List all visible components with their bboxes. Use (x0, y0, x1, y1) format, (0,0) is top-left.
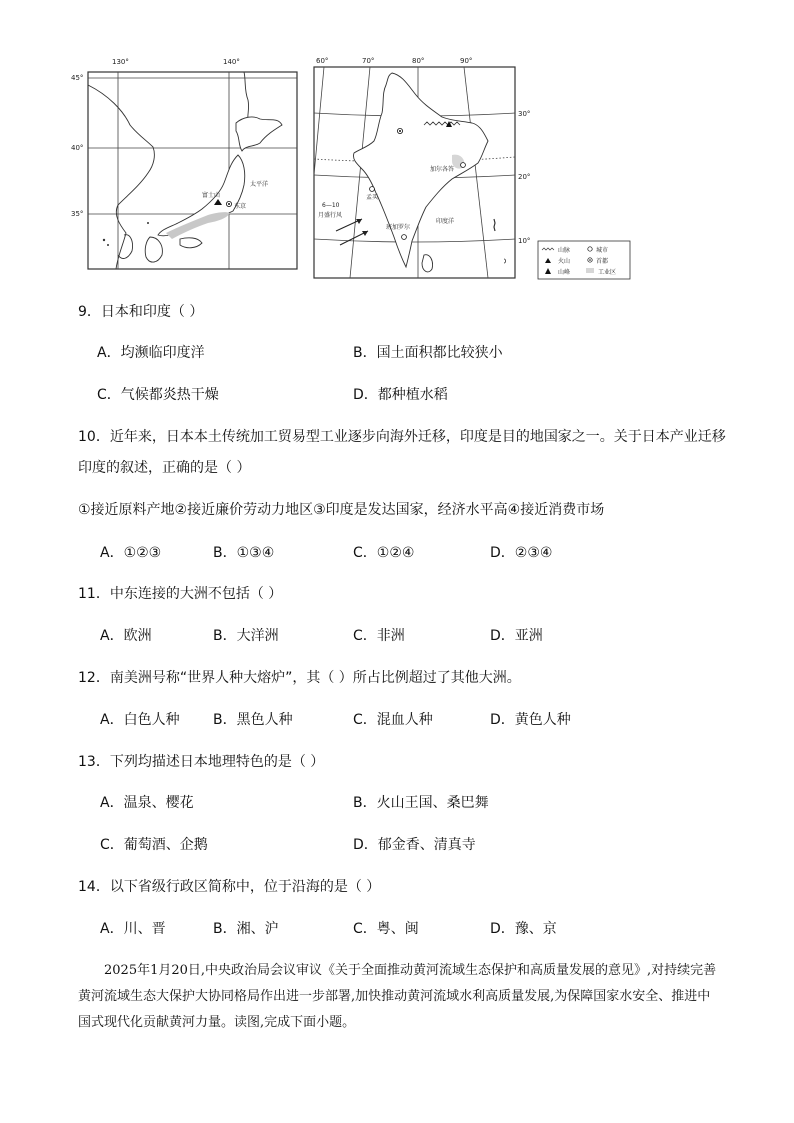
q14-option-a[interactable]: A．川、晋 (100, 921, 166, 937)
q11-option-a[interactable]: A．欧洲 (100, 628, 152, 644)
india-lon-70: 70° (362, 57, 375, 65)
q9-option-b[interactable]: B．国土面积都比较狭小 (353, 345, 503, 361)
japan-lon-130: 130° (112, 58, 129, 66)
city-icon (588, 247, 592, 251)
q13-option-c[interactable]: C．葡萄酒、企鹅 (100, 837, 208, 853)
legend-industrial: 工业区 (598, 269, 617, 276)
q14-option-d[interactable]: D．豫、京 (490, 921, 557, 937)
q13-option-b[interactable]: B．火山王国、桑巴舞 (353, 795, 489, 811)
q12-option-c[interactable]: C．混血人种 (353, 712, 433, 728)
india-lat-30: 30° (518, 110, 531, 118)
legend-volcano: 火山 (558, 258, 571, 265)
q14-option-c[interactable]: C．粤、闽 (353, 921, 419, 937)
q10-option-c[interactable]: C．①②④ (353, 545, 415, 561)
wind-label-line2: 月盛行风 (318, 212, 343, 219)
legend-capital: 首都 (596, 258, 609, 265)
question-9-stem: 9．日本和印度（ ） (78, 304, 204, 320)
q10-option-d[interactable]: D．②③④ (490, 545, 553, 561)
japan-lat-45: 45° (71, 74, 84, 82)
industrial-zone-swatch (586, 268, 594, 273)
india-lon-80: 80° (412, 57, 425, 65)
wind-label-line1: 6—10 (322, 202, 340, 209)
legend-mountain-range: 山脉 (558, 247, 571, 254)
q11-option-b[interactable]: B．大洋洲 (213, 628, 279, 644)
japan-lat-40: 40° (71, 144, 84, 152)
map-legend (538, 241, 630, 279)
question-12-stem: 12．南美洲号称“世界人种大熔炉”，其（ ）所占比例超过了其他大洲。 (78, 670, 521, 686)
q13-option-a[interactable]: A．温泉、樱花 (100, 795, 194, 811)
question-14-stem: 14．以下省级行政区简称中，位于沿海的是（ ） (78, 879, 381, 895)
q12-option-a[interactable]: A．白色人种 (100, 712, 180, 728)
legend-peak: 山峰 (558, 269, 571, 276)
question-13-stem: 13．下列均描述日本地理特色的是（ ） (78, 754, 325, 770)
pacific-label: 太平洋 (250, 181, 269, 188)
india-lat-20: 20° (518, 173, 531, 181)
question-10-stem-line1: 10．近年来，日本本土传统加工贸易型工业逐步向海外迁移，印度是目的地国家之一。关于日本产业迁移 (78, 429, 726, 445)
question-10-statements: ①接近原料产地②接近廉价劳动力地区③印度是发达国家，经济水平高④接近消费市场 (78, 502, 605, 518)
question-10-stem-line2: 印度的叙述，正确的是（ ） (78, 460, 251, 476)
japan-map (68, 55, 308, 277)
tokyo-label: 东京 (234, 203, 247, 210)
q10-option-b[interactable]: B．①③④ (213, 545, 275, 561)
q9-option-a[interactable]: A．均濒临印度洋 (97, 345, 205, 361)
q13-option-d[interactable]: D．郁金香、清真寺 (353, 837, 476, 853)
yellow-river-passage: 2025年1月20日,中央政治局会议审议《关于全面推动黄河流域生态保护和高质量发展的意见》,对持续完善黄河流域生态大保护大协同格局作出进一步部署,加快推动黄河流域水利高质量发展,为保障国家水安全、推进中国式现代化贡献黄河力量。读图,完成下面小题。 (78, 963, 717, 1030)
legend-city: 城市 (596, 247, 609, 254)
q9-option-c[interactable]: C．气候都炎热干燥 (97, 387, 219, 403)
japan-lat-35: 35° (71, 210, 84, 218)
india-lon-60: 60° (316, 57, 329, 65)
japan-lon-140: 140° (223, 58, 240, 66)
city-icon (402, 235, 407, 240)
fuji-label: 富士山 (202, 192, 221, 199)
q11-option-d[interactable]: D．亚洲 (490, 628, 543, 644)
india-lat-10: 10° (518, 237, 531, 245)
q12-option-d[interactable]: D．黄色人种 (490, 712, 571, 728)
bangalore-label: 班加罗尔 (386, 224, 411, 231)
q9-option-d[interactable]: D．都种植水稻 (353, 387, 448, 403)
indian-ocean-label: 印度洋 (436, 218, 455, 225)
city-icon (370, 187, 375, 192)
kolkata-label: 加尔各答 (430, 166, 455, 173)
question-11-stem: 11．中东连接的大洲不包括（ ） (78, 586, 283, 602)
city-icon (461, 163, 466, 168)
q11-option-c[interactable]: C．非洲 (353, 628, 405, 644)
q14-option-b[interactable]: B．湘、沪 (213, 921, 279, 937)
india-lon-90: 90° (460, 57, 473, 65)
q10-option-a[interactable]: A．①②③ (100, 545, 162, 561)
mumbai-label: 孟买 (366, 194, 379, 201)
india-map (312, 55, 634, 281)
q12-option-b[interactable]: B．黑色人种 (213, 712, 293, 728)
